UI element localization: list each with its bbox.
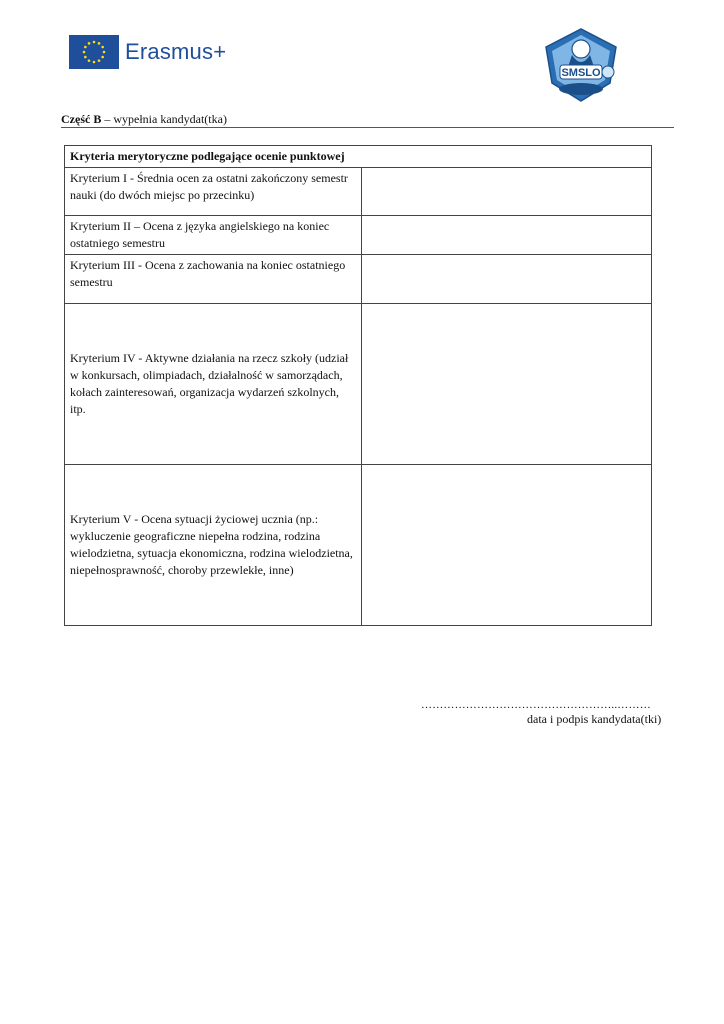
criterion-2-value-field[interactable] — [362, 216, 652, 255]
eu-star-icon — [98, 42, 101, 45]
table-row — [65, 216, 652, 255]
criterion-4-value-field[interactable] — [362, 304, 652, 465]
horizontal-rule — [61, 127, 674, 128]
eu-star-icon — [84, 46, 87, 49]
eu-star-icon — [93, 41, 96, 44]
criterion-5-label: Kryterium V - Ocena sytuacji życiowej ucznia (np.: wykluczenie geograficzne niepełna rodzina, rodzina wielodzietna, sytuacja ekonomiczna, rodzina wielodzietna, niepełnosprawność, choroby przewlekłe, inne) — [65, 465, 362, 626]
table-row — [65, 168, 652, 216]
criterion-3-label: Kryterium III - Ocena z zachowania na koniec ostatniego semestru — [65, 255, 362, 304]
table-row — [65, 255, 652, 304]
part-b-heading — [61, 112, 227, 126]
criterion-1-value-field[interactable] — [362, 168, 652, 216]
eu-star-icon — [103, 51, 106, 54]
erasmus-plus-logo — [69, 35, 226, 69]
criterion-5-value-field[interactable] — [362, 465, 652, 626]
eu-flag-icon — [69, 35, 119, 69]
eu-star-icon — [83, 51, 86, 54]
part-b-label: Część B — [61, 112, 102, 126]
page-header — [0, 0, 724, 110]
signature-caption: data i podpis kandydata(tki) — [527, 712, 662, 726]
table-row — [65, 465, 652, 626]
erasmus-plus-text: Erasmus+ — [125, 39, 227, 64]
criteria-table — [64, 145, 652, 626]
signature-line: ……………………………………………..……… — [421, 699, 651, 711]
eu-star-icon — [98, 59, 101, 62]
eu-star-icon — [93, 61, 96, 64]
eu-star-icon — [101, 46, 104, 49]
criterion-1-label: Kryterium I - Średnia ocen za ostatni zakończony semestr nauki (do dwóch miejsc po przecinku) — [65, 168, 362, 216]
school-logo-text: SMSLO — [561, 67, 601, 79]
criterion-4-label: Kryterium IV - Aktywne działania na rzecz szkoły (udział w konkursach, olimpiadach, działalność w samorządach, kołach zainteresowań, organizacja wydarzeń szkolnych, itp. — [65, 304, 362, 465]
criterion-3-value-field[interactable] — [362, 255, 652, 304]
part-b-description: – wypełnia kandydat(tka) — [101, 112, 227, 126]
eu-star-icon — [101, 56, 104, 59]
school-logo — [538, 25, 624, 105]
eu-star-icon — [88, 59, 91, 62]
eu-star-icon — [88, 42, 91, 45]
table-row — [65, 304, 652, 465]
criterion-2-label: Kryterium II – Ocena z języka angielskiego na koniec ostatniego semestru — [65, 216, 362, 255]
eu-star-icon — [84, 56, 87, 59]
table-header: Kryteria merytoryczne podlegające ocenie punktowej — [65, 146, 652, 168]
table-header-row — [65, 146, 652, 168]
